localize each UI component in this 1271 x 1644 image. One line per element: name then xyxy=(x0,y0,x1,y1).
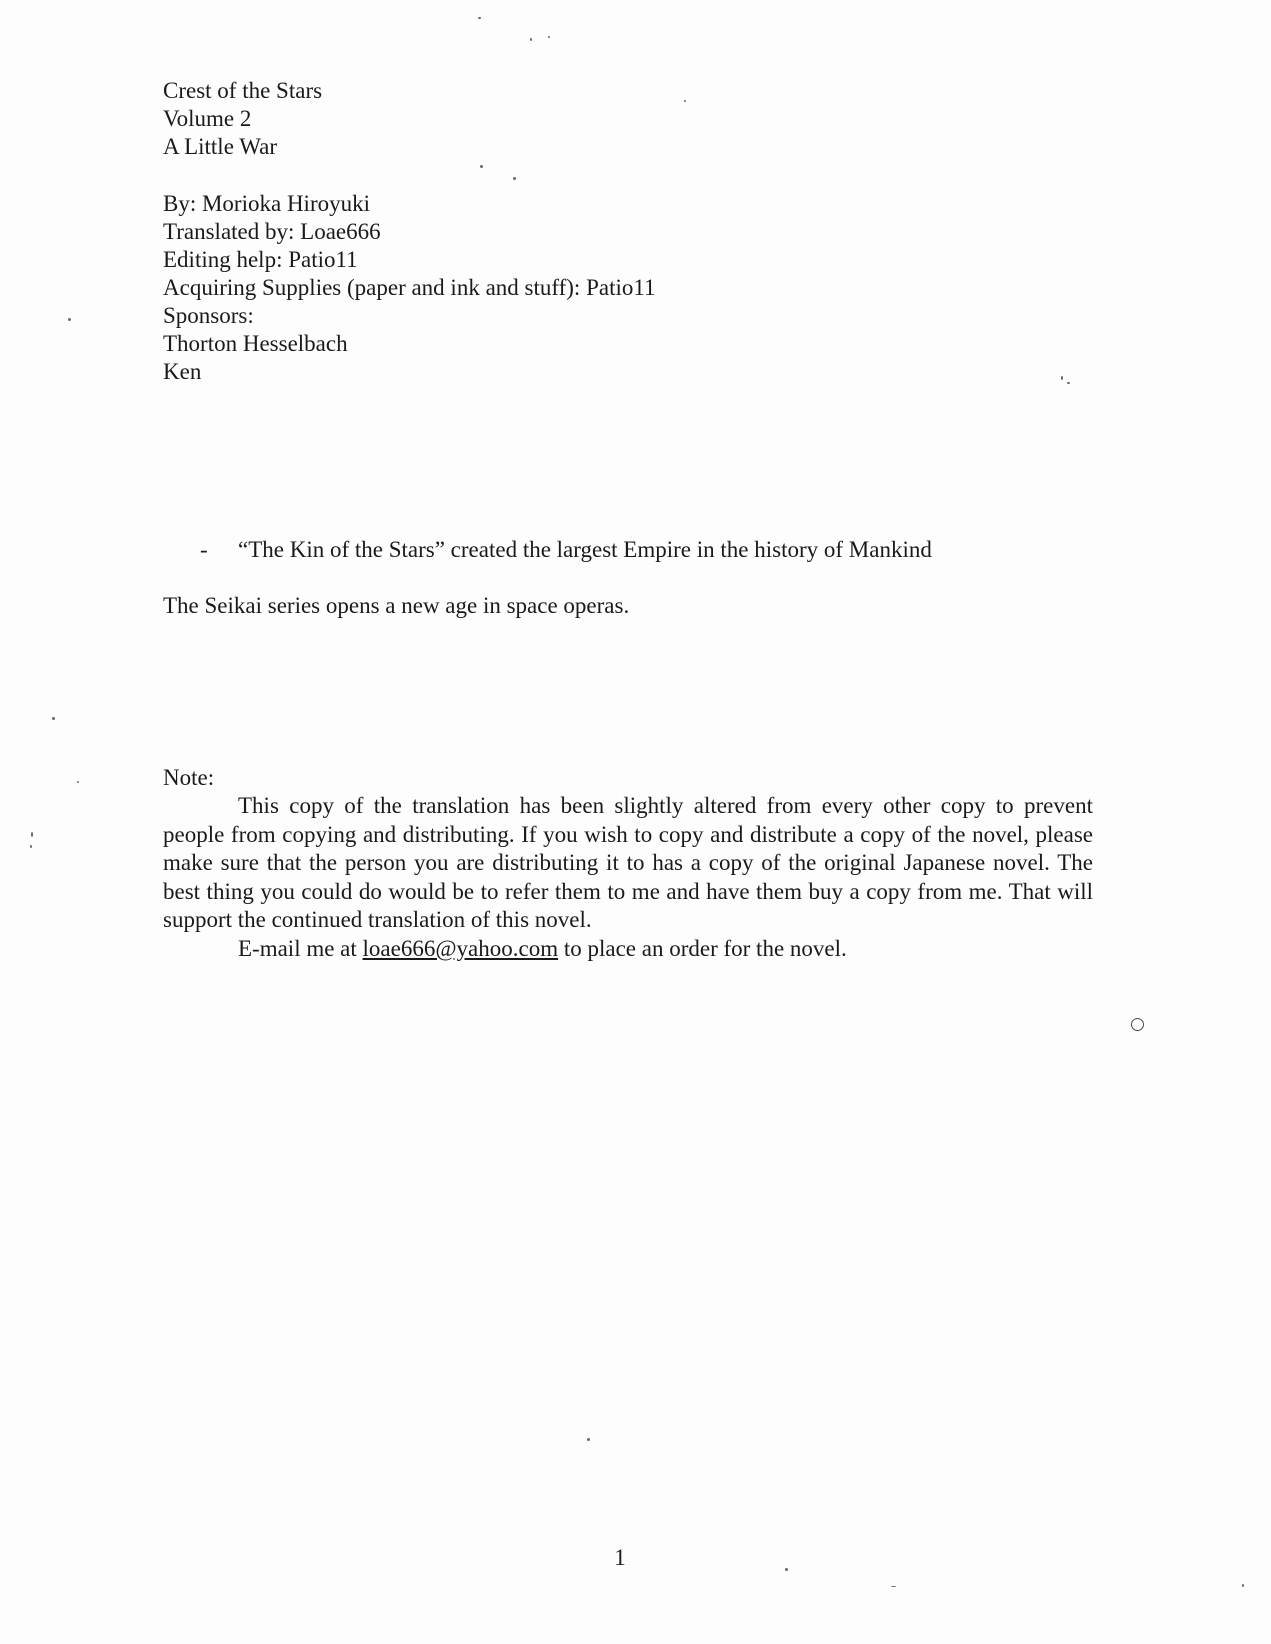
scan-speck xyxy=(1067,382,1070,384)
bullet-dash: - xyxy=(200,537,208,562)
scan-speck xyxy=(530,38,532,41)
email-link[interactable]: loae666@yahoo.com xyxy=(362,936,559,961)
scan-ring-mark xyxy=(1131,1018,1144,1031)
scan-speck xyxy=(891,1586,896,1587)
note-heading: Note: xyxy=(163,765,215,790)
scan-speck xyxy=(478,17,481,19)
scan-speck xyxy=(77,781,79,783)
scan-speck xyxy=(30,845,32,848)
scan-speck xyxy=(785,1568,788,1571)
scan-speck xyxy=(1061,376,1063,380)
tagline-sentence: The Seikai series opens a new age in space operas. xyxy=(163,593,630,618)
scan-speck xyxy=(68,318,71,321)
scan-speck xyxy=(31,832,33,837)
scan-speck xyxy=(548,36,550,38)
email-prefix: E-mail me at xyxy=(238,936,357,961)
book-title: Crest of the Stars xyxy=(163,78,323,103)
volume-label: Volume 2 xyxy=(163,106,252,131)
tagline-bullet: “The Kin of the Stars” created the largest Empire in the history of Mankind xyxy=(238,537,932,562)
email-line xyxy=(238,935,847,963)
scan-speck xyxy=(480,165,483,168)
scan-speck xyxy=(513,177,516,180)
sponsor-name: Thorton Hesselbach xyxy=(163,331,348,356)
editing-credit: Editing help: Patio11 xyxy=(163,247,358,272)
sponsor-name: Ken xyxy=(163,359,202,384)
email-suffix: to place an order for the novel. xyxy=(563,936,847,961)
scan-speck xyxy=(587,1438,590,1441)
page-number: 1 xyxy=(614,1545,626,1570)
author-credit: By: Morioka Hiroyuki xyxy=(163,191,370,216)
translator-credit: Translated by: Loae666 xyxy=(163,219,381,244)
scan-speck xyxy=(1242,1584,1244,1587)
sponsors-label: Sponsors: xyxy=(163,303,254,328)
scan-speck xyxy=(684,100,686,102)
supplies-credit: Acquiring Supplies (paper and ink and stuff): Patio11 xyxy=(163,275,656,300)
scan-speck xyxy=(52,717,55,720)
volume-subtitle: A Little War xyxy=(163,134,277,159)
note-paragraph: This copy of the translation has been slightly altered from every other copy to prevent people from copying and distributing. If you wish to copy and distribute a copy of the novel, please make sure that the person you are distributing it to has a copy of the original Japanese novel. The best thing you could do would be to refer them to me and have them buy a copy from me. That will support the continued translation of this novel. xyxy=(163,793,1093,932)
